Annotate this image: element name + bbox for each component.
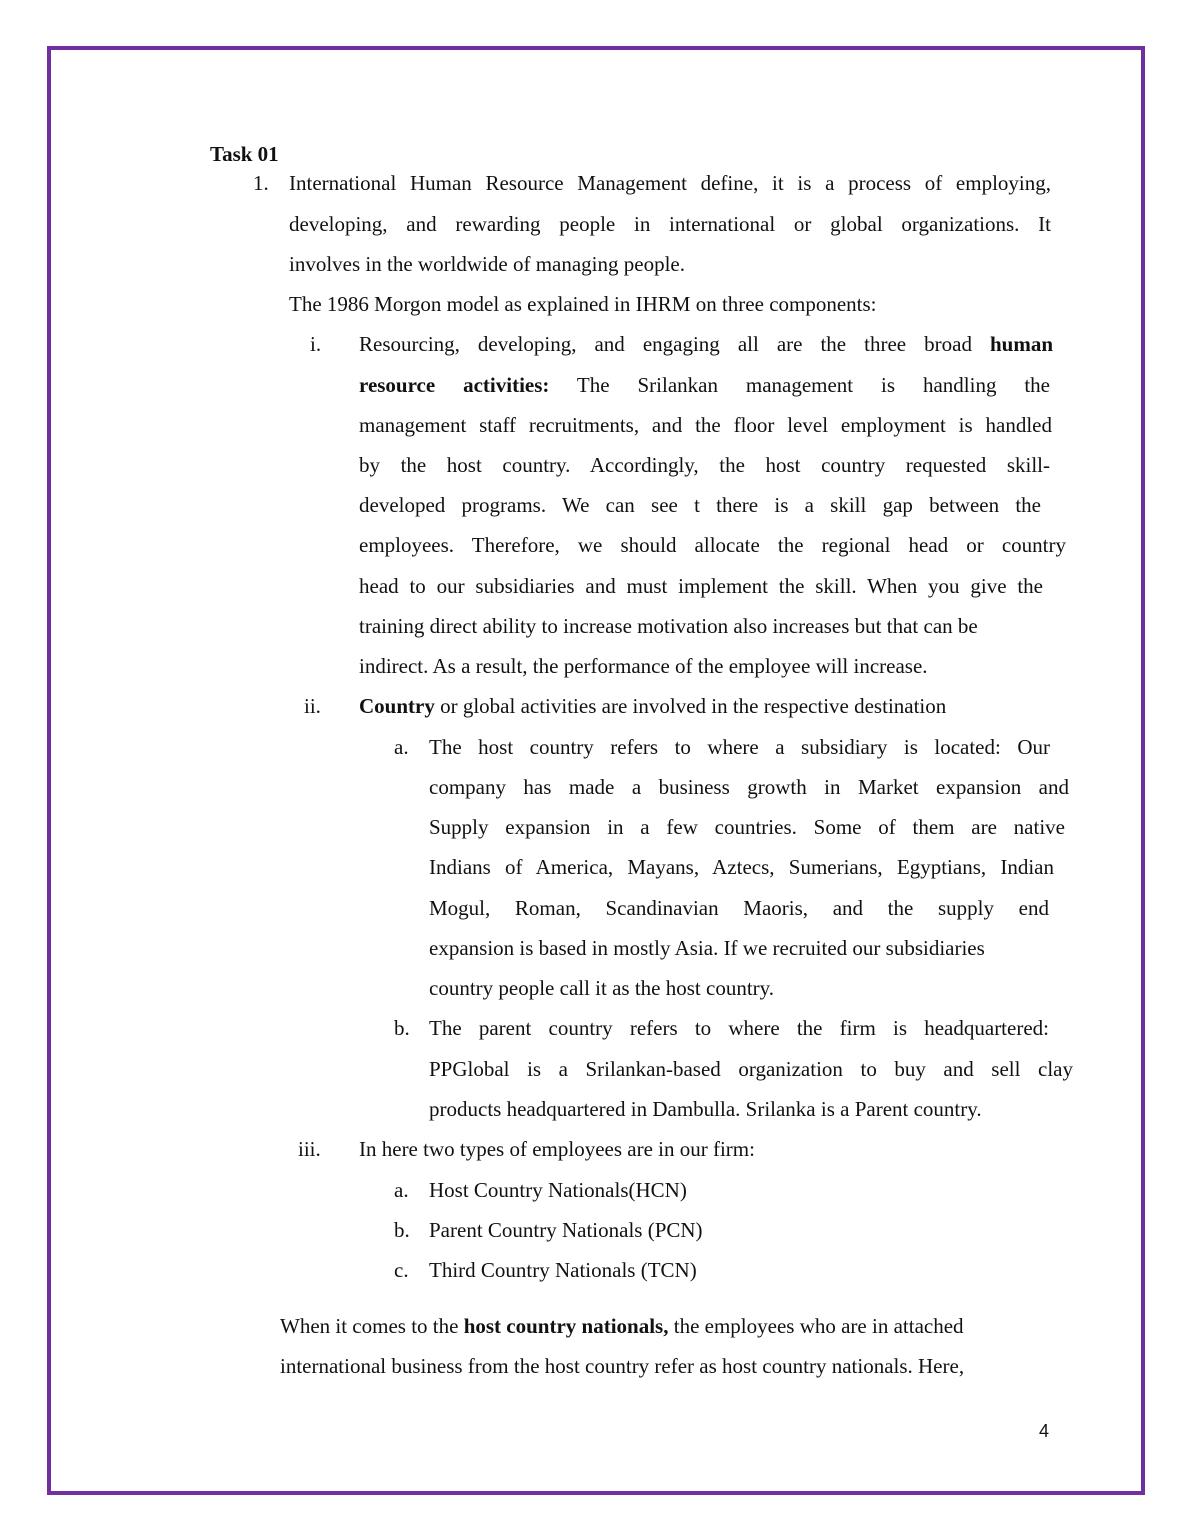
item-ii-b-line-3: products headquartered in Dambulla. Srilanka is a Parent country. — [429, 1097, 982, 1121]
item-ii-b-line-1: The parent country refers to where the firm is headquartered: — [429, 1016, 1049, 1040]
item-i-line-6: employees. Therefore, we should allocate the regional head or country — [359, 533, 1066, 557]
item-i-line-1-text: Resourcing, developing, and engaging all are the three broad — [359, 332, 990, 356]
closing-line-1 — [280, 1314, 964, 1338]
item-1-line-1: International Human Resource Management define, it is a process of employing, — [289, 171, 1051, 195]
item-i-line-2 — [359, 373, 1050, 397]
item-ii-marker: ii. — [304, 694, 321, 718]
morgon-intro: The 1986 Morgon model as explained in IHRM on three components: — [289, 292, 877, 316]
closing-line-1-prefix: When it comes to the — [280, 1314, 464, 1338]
item-1-marker: 1. — [253, 171, 269, 195]
item-ii-a-marker: a. — [394, 735, 409, 759]
item-i-line-4: by the host country. Accordingly, the host country requested skill- — [359, 453, 1050, 477]
item-i-marker: i. — [310, 332, 322, 356]
item-iii-b-text: Parent Country Nationals (PCN) — [429, 1218, 703, 1242]
item-ii-text: or global activities are involved in the respective destination — [434, 694, 947, 718]
item-ii-a-line-4: Indians of America, Mayans, Aztecs, Sumerians, Egyptians, Indian — [429, 855, 1054, 879]
item-ii-line — [359, 694, 946, 718]
item-ii-b-line-2: PPGlobal is a Srilankan-based organization to buy and sell clay — [429, 1057, 1073, 1081]
item-i-line-3: management staff recruitments, and the floor level employment is handled — [359, 413, 1052, 437]
item-iii-c-text: Third Country Nationals (TCN) — [429, 1258, 697, 1282]
item-iii-b-marker: b. — [394, 1218, 410, 1242]
item-iii-a-text: Host Country Nationals(HCN) — [429, 1178, 687, 1202]
item-iii-c-marker: c. — [394, 1258, 409, 1282]
closing-bold-hcn: host country nationals, — [463, 1314, 669, 1338]
item-ii-a-line-2: company has made a business growth in Market expansion and — [429, 775, 1069, 799]
item-i-line-9: indirect. As a result, the performance of the employee will increase. — [359, 654, 928, 678]
item-iii-marker: iii. — [298, 1137, 321, 1161]
item-i-line-1 — [359, 332, 1053, 356]
item-1-line-3: involves in the worldwide of managing people. — [289, 252, 685, 276]
item-ii-a-line-1: The host country refers to where a subsidiary is located: Our — [429, 735, 1050, 759]
item-iii-a-marker: a. — [394, 1178, 409, 1202]
item-i-line-5: developed programs. We can see t there is a skill gap between the — [359, 493, 1041, 517]
item-i-bold-resource: resource activities: — [359, 373, 550, 397]
page-number: 4 — [1039, 1421, 1050, 1441]
item-ii-b-marker: b. — [394, 1016, 410, 1040]
item-i-bold-human: human — [989, 332, 1053, 356]
item-ii-a-line-3: Supply expansion in a few countries. Some of them are native — [429, 815, 1065, 839]
closing-line-2: international business from the host country refer as host country nationals. Here, — [280, 1354, 965, 1378]
item-i-line-2-text: The Srilankan management is handling the — [549, 373, 1050, 397]
item-i-line-7: head to our subsidiaries and must implement the skill. When you give the — [359, 574, 1043, 598]
item-ii-a-line-7: country people call it as the host country. — [429, 976, 775, 1000]
item-ii-bold-country: Country — [359, 694, 435, 718]
item-i-line-8: training direct ability to increase motivation also increases but that can be — [359, 614, 978, 638]
item-ii-a-line-5: Mogul, Roman, Scandinavian Maoris, and the supply end — [429, 896, 1049, 920]
closing-line-1-rest: the employees who are in attached — [668, 1314, 964, 1338]
task-title: Task 01 — [210, 142, 279, 166]
item-ii-a-line-6: expansion is based in mostly Asia. If we recruited our subsidiaries — [429, 936, 985, 960]
item-iii-line: In here two types of employees are in our firm: — [359, 1137, 755, 1161]
item-1-line-2: developing, and rewarding people in international or global organizations. It — [289, 212, 1051, 236]
